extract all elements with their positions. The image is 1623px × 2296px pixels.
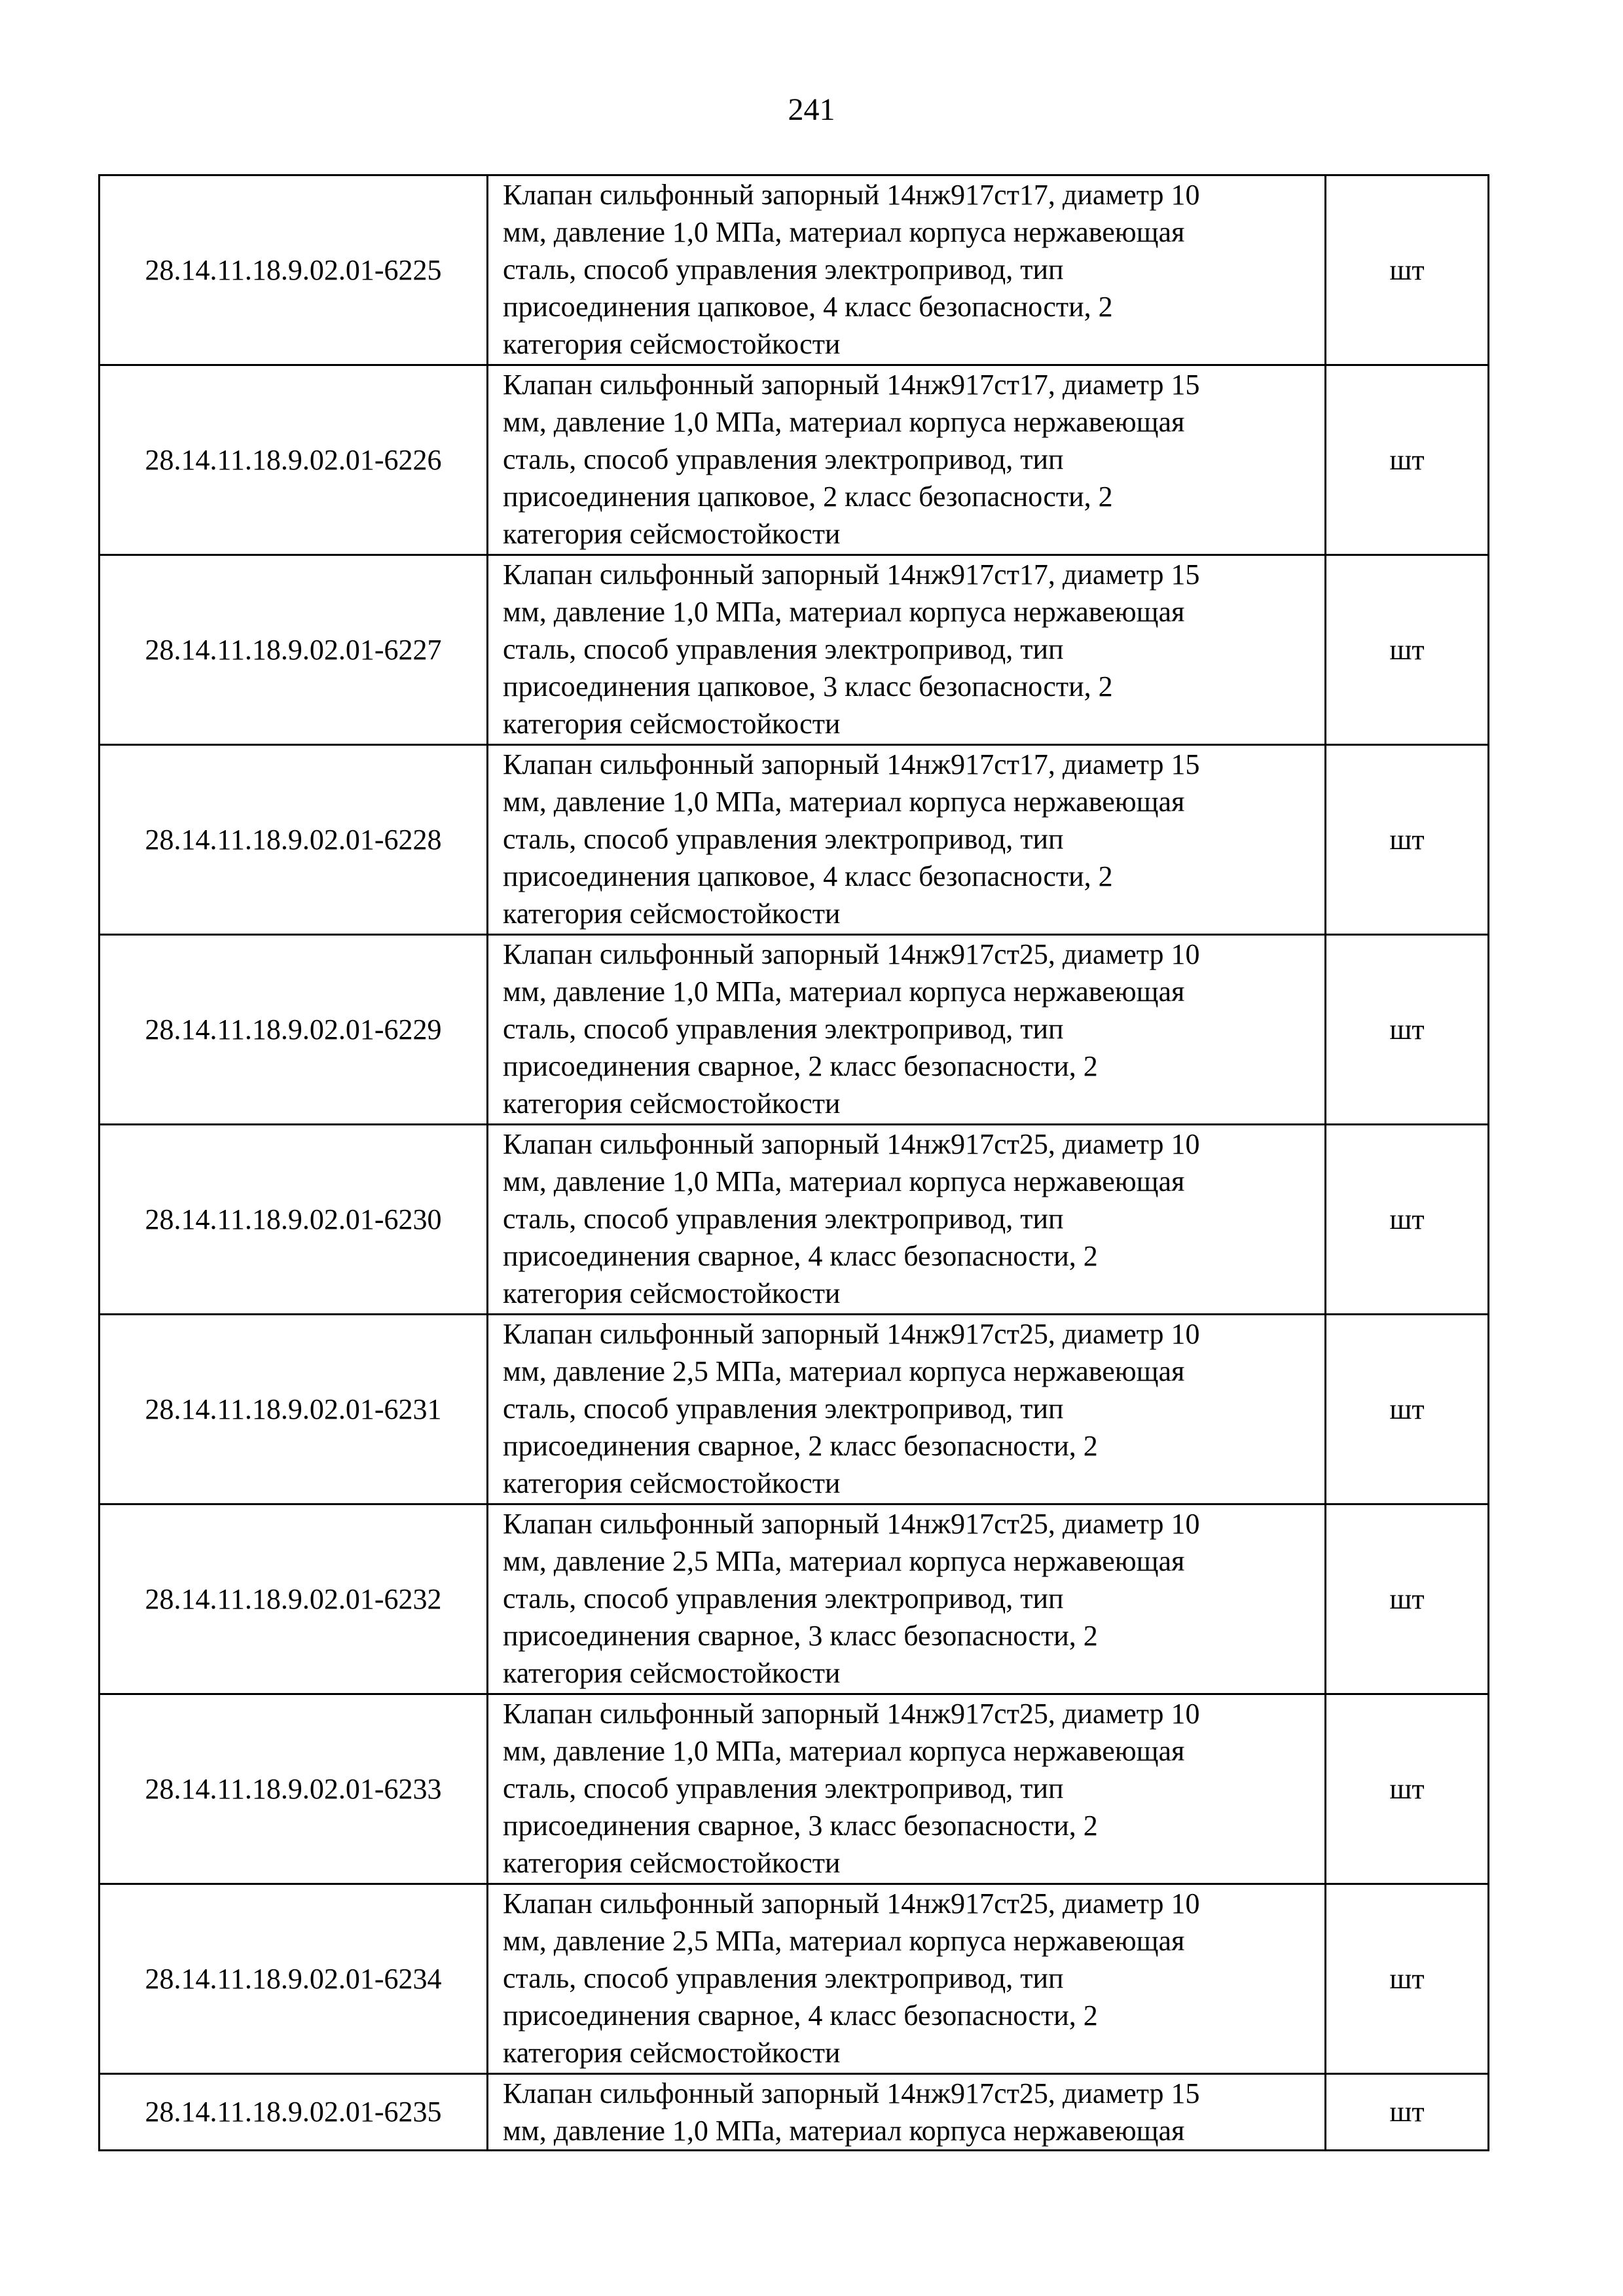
description-line: сталь, способ управления электропривод, тип (503, 1013, 1064, 1045)
description-line: категория сейсмостойкости (503, 708, 841, 740)
description-line: мм, давление 1,0 МПа, материал корпуса нержавеющая (503, 1735, 1185, 1767)
item-description (488, 745, 1326, 935)
item-description (488, 1315, 1326, 1504)
item-description (488, 1504, 1326, 1694)
table-row (100, 935, 1489, 1125)
description-line: присоединения цапковое, 4 класс безопасности, 2 (503, 860, 1113, 892)
description-line: категория сейсмостойкости (503, 1847, 841, 1879)
description-line: присоединения сварное, 4 класс безопасности, 2 (503, 1999, 1098, 2032)
table-row (100, 1315, 1489, 1504)
description-line: категория сейсмостойкости (503, 898, 841, 930)
description-line: Клапан сильфонный запорный 14нж917ст25, диаметр 10 (503, 938, 1200, 970)
description-line: Клапан сильфонный запорный 14нж917ст25, диаметр 10 (503, 1698, 1200, 1730)
description-line: присоединения сварное, 3 класс безопасности, 2 (503, 1620, 1098, 1652)
table-row (100, 555, 1489, 745)
description-line: категория сейсмостойкости (503, 518, 841, 550)
table-row (100, 1694, 1489, 1884)
description-line: мм, давление 1,0 МПа, материал корпуса нержавеющая (503, 216, 1185, 248)
description-line: мм, давление 2,5 МПа, материал корпуса нержавеющая (503, 1355, 1185, 1387)
item-description (488, 365, 1326, 555)
table-row (100, 745, 1489, 935)
page-number: 241 (788, 92, 835, 127)
table-row (100, 2074, 1489, 2151)
item-code: 28.14.11.18.9.02.01-6231 (100, 1315, 488, 1504)
description-line: присоединения сварное, 4 класс безопасности, 2 (503, 1240, 1098, 1272)
item-code: 28.14.11.18.9.02.01-6225 (100, 175, 488, 365)
description-line: сталь, способ управления электропривод, тип (503, 633, 1064, 665)
description-line: мм, давление 1,0 МПа, материал корпуса нержавеющая (503, 1165, 1185, 1197)
description-line: мм, давление 1,0 МПа, материал корпуса нержавеющая (503, 786, 1185, 818)
description-line: Клапан сильфонный запорный 14нж917ст17, диаметр 15 (503, 369, 1200, 401)
item-unit: шт (1326, 1694, 1489, 1884)
description-line: присоединения сварное, 3 класс безопасности, 2 (503, 1810, 1098, 1842)
item-unit: шт (1326, 1884, 1489, 2074)
table-row (100, 1504, 1489, 1694)
description-line: Клапан сильфонный запорный 14нж917ст17, диаметр 10 (503, 179, 1200, 211)
description-line: категория сейсмостойкости (503, 2037, 841, 2069)
item-description (488, 2074, 1326, 2151)
description-line: мм, давление 2,5 МПа, материал корпуса нержавеющая (503, 1545, 1185, 1577)
table-row (100, 1884, 1489, 2074)
description-line: категория сейсмостойкости (503, 1657, 841, 1689)
item-code: 28.14.11.18.9.02.01-6227 (100, 555, 488, 745)
description-line: Клапан сильфонный запорный 14нж917ст25, диаметр 10 (503, 1128, 1200, 1160)
description-line: присоединения сварное, 2 класс безопасности, 2 (503, 1050, 1098, 1082)
item-code: 28.14.11.18.9.02.01-6226 (100, 365, 488, 555)
item-code: 28.14.11.18.9.02.01-6232 (100, 1504, 488, 1694)
item-unit: шт (1326, 365, 1489, 555)
item-description (488, 175, 1326, 365)
table-row (100, 175, 1489, 365)
description-line: категория сейсмостойкости (503, 1467, 841, 1499)
item-description (488, 935, 1326, 1125)
description-line: категория сейсмостойкости (503, 1087, 841, 1120)
description-line: сталь, способ управления электропривод, тип (503, 443, 1064, 475)
item-unit: шт (1326, 1504, 1489, 1694)
description-line: Клапан сильфонный запорный 14нж917ст25, диаметр 10 (503, 1508, 1200, 1540)
item-unit: шт (1326, 175, 1489, 365)
description-line: Клапан сильфонный запорный 14нж917ст17, диаметр 15 (503, 558, 1200, 591)
item-code: 28.14.11.18.9.02.01-6229 (100, 935, 488, 1125)
description-line: мм, давление 1,0 МПа, материал корпуса нержавеющая (503, 596, 1185, 628)
description-line: мм, давление 1,0 МПа, материал корпуса нержавеющая (503, 975, 1185, 1008)
table-row (100, 1125, 1489, 1315)
item-description (488, 555, 1326, 745)
item-unit: шт (1326, 935, 1489, 1125)
item-description (488, 1125, 1326, 1315)
description-line: сталь, способ управления электропривод, тип (503, 823, 1064, 855)
description-line: Клапан сильфонный запорный 14нж917ст25, диаметр 10 (503, 1318, 1200, 1350)
description-line: сталь, способ управления электропривод, тип (503, 1393, 1064, 1425)
description-line: мм, давление 2,5 МПа, материал корпуса нержавеющая (503, 1925, 1185, 1957)
description-line: сталь, способ управления электропривод, тип (503, 1582, 1064, 1614)
item-code: 28.14.11.18.9.02.01-6233 (100, 1694, 488, 1884)
description-line: присоединения цапковое, 2 класс безопасности, 2 (503, 481, 1113, 513)
description-line: сталь, способ управления электропривод, тип (503, 1203, 1064, 1235)
item-code: 28.14.11.18.9.02.01-6228 (100, 745, 488, 935)
table-row (100, 365, 1489, 555)
description-line: сталь, способ управления электропривод, тип (503, 1772, 1064, 1804)
description-line: Клапан сильфонный запорный 14нж917ст17, диаметр 15 (503, 748, 1200, 780)
item-unit: шт (1326, 1125, 1489, 1315)
description-line: категория сейсмостойкости (503, 1277, 841, 1309)
item-unit: шт (1326, 745, 1489, 935)
description-line: категория сейсмостойкости (503, 328, 841, 360)
item-description (488, 1694, 1326, 1884)
description-line: сталь, способ управления электропривод, тип (503, 1962, 1064, 1994)
item-unit: шт (1326, 2074, 1489, 2151)
classifier-table (98, 174, 1489, 2151)
item-code: 28.14.11.18.9.02.01-6230 (100, 1125, 488, 1315)
description-line: мм, давление 1,0 МПа, материал корпуса нержавеющая (503, 2115, 1185, 2147)
description-line: Клапан сильфонный запорный 14нж917ст25, диаметр 15 (503, 2077, 1200, 2109)
classifier-table-body (100, 175, 1489, 2151)
item-code: 28.14.11.18.9.02.01-6235 (100, 2074, 488, 2151)
description-line: присоединения цапковое, 3 класс безопасности, 2 (503, 670, 1113, 702)
description-line: Клапан сильфонный запорный 14нж917ст25, диаметр 10 (503, 1887, 1200, 1920)
item-unit: шт (1326, 555, 1489, 745)
description-line: присоединения цапковое, 4 класс безопасности, 2 (503, 291, 1113, 323)
item-code: 28.14.11.18.9.02.01-6234 (100, 1884, 488, 2074)
description-line: мм, давление 1,0 МПа, материал корпуса нержавеющая (503, 406, 1185, 438)
item-unit: шт (1326, 1315, 1489, 1504)
description-line: присоединения сварное, 2 класс безопасности, 2 (503, 1430, 1098, 1462)
description-line: сталь, способ управления электропривод, тип (503, 253, 1064, 285)
item-description (488, 1884, 1326, 2074)
